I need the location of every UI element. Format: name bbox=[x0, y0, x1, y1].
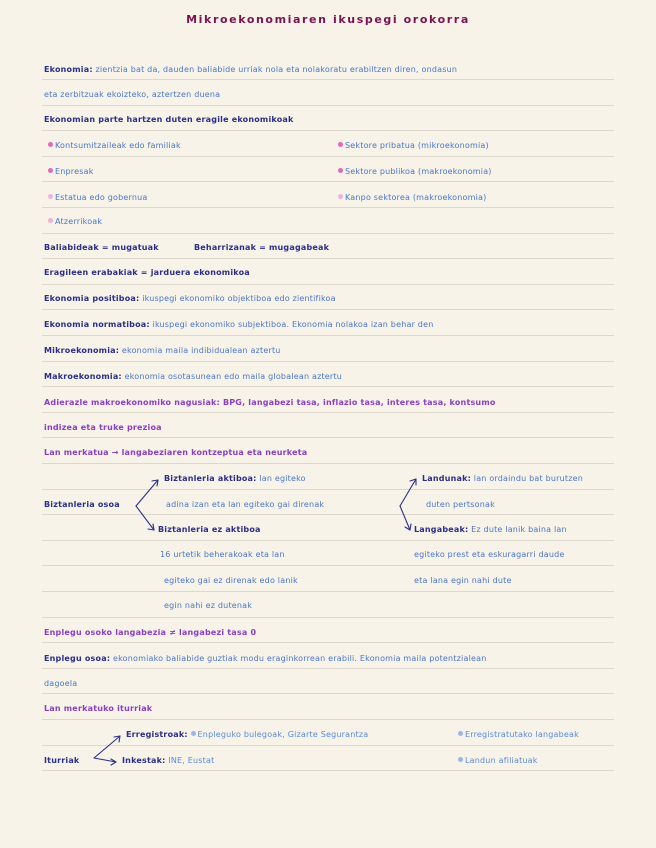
sector-item: Kanpo sektorea (makroekonomia) bbox=[338, 192, 486, 204]
agents-heading: Ekonomian parte hartzen duten eragile ekonomikoak bbox=[44, 115, 294, 124]
agent-item: Estatua edo gobernua bbox=[48, 192, 148, 204]
aktiboa-def: lan egiteko bbox=[259, 474, 306, 483]
adierazleak-line-2: indizea eta truke prezioa bbox=[44, 423, 162, 432]
inkestak-items: INE, Eustat bbox=[168, 756, 215, 765]
agent-item: Atzerrikoak bbox=[48, 216, 102, 228]
positiboa-def: ikuspegi ekonomiko objektiboa edo zientifikoa bbox=[142, 294, 336, 303]
mikro-def: ekonomia maila indibidualean aztertu bbox=[121, 346, 281, 355]
erregistroak-items: Enpleguko bulegoak, Gizarte Segurantza bbox=[197, 730, 369, 739]
arrow-to-erregistroak bbox=[94, 736, 120, 758]
iturri-right-item: Erregistratutako langabeak bbox=[458, 729, 579, 741]
enplegu-osoa-term: Enplegu osoa: bbox=[44, 654, 111, 663]
landunak-line-2: duten pertsonak bbox=[426, 500, 495, 509]
arrow-to-ez-aktiboa bbox=[136, 506, 154, 530]
ez-aktiboa-line-2: egiteko gai ez direnak edo lanik bbox=[164, 576, 298, 585]
aktiboa-line-2: adina izan eta lan egiteko gai direnak bbox=[166, 500, 325, 509]
makro-term: Makroekonomia: bbox=[44, 372, 122, 381]
biztanleria-osoa-label: Biztanleria osoa bbox=[44, 500, 120, 509]
langabeak-line-2: egiteko prest eta eskuragarri daude bbox=[414, 550, 565, 559]
aktiboa-head: Biztanleria aktiboa: bbox=[164, 474, 257, 483]
iturri-right-item: Landun afiliatuak bbox=[458, 755, 538, 767]
normatiboa-term: Ekonomia normatiboa: bbox=[44, 320, 150, 329]
landunak-head: Landunak: bbox=[422, 474, 472, 483]
baliabideak-line: Baliabideak = mugatuak bbox=[44, 243, 159, 252]
iturriak-label: Iturriak bbox=[44, 756, 80, 765]
enplegu-osoko-line: Enplegu osoko langabezia ≠ langabezi tasa 0 bbox=[44, 628, 257, 637]
langabeak-def: Ez dute lanik baina lan bbox=[471, 525, 567, 534]
sector-item: Sektore publikoa (makroekonomia) bbox=[338, 166, 492, 178]
positiboa-term: Ekonomia positiboa: bbox=[44, 294, 140, 303]
landunak-def: lan ordaindu bat burutzen bbox=[473, 474, 584, 483]
adierazleak-line-1: Adierazle makroekonomiko nagusiak: BPG, langabezi tasa, inflazio tasa, interes tasa, kontsumo bbox=[44, 398, 496, 407]
ez-aktiboa-line-3: egin nahi ez dutenak bbox=[164, 601, 253, 610]
normatiboa-def: ikuspegi ekonomiko subjektiboa. Ekonomia nolakoa izan behar den bbox=[152, 320, 434, 329]
lan-merkatua-line: Lan merkatua → langabeziaren kontzeptua eta neurketa bbox=[44, 448, 308, 457]
arrow-to-aktiboa bbox=[136, 480, 158, 506]
arrow-to-langabeak bbox=[400, 506, 410, 530]
makro-def: ekonomia osotasunean edo maila globalean aztertu bbox=[124, 372, 343, 381]
arrow-to-landunak bbox=[400, 479, 416, 506]
beharrizanak-line: Beharrizanak = mugagabeak bbox=[194, 243, 330, 252]
ekonomia-term: Ekonomia: bbox=[44, 65, 93, 74]
sector-item: Sektore pribatua (mikroekonomia) bbox=[338, 140, 489, 152]
agent-item: Enpresak bbox=[48, 166, 94, 178]
erregistroak-head: Erregistroak: bbox=[126, 730, 188, 739]
enplegu-osoa-def: ekonomiako baliabide guztiak modu eraginkorrean erabili. Ekonomia maila potentzialean bbox=[112, 654, 487, 663]
erabakiak-line: Eragileen erabakiak = jarduera ekonomikoa bbox=[44, 268, 250, 277]
iturriak-heading: Lan merkatuko iturriak bbox=[44, 704, 153, 713]
mikro-term: Mikroekonomia: bbox=[44, 346, 120, 355]
inkestak-head: Inkestak: bbox=[122, 756, 166, 765]
page-title: Mikroekonomiaren ikuspegi orokorra bbox=[186, 13, 470, 26]
langabeak-head: Langabeak: bbox=[414, 525, 469, 534]
agent-item: Kontsumitzaileak edo familiak bbox=[48, 140, 181, 152]
ez-aktiboa-head: Biztanleria ez aktiboa bbox=[158, 525, 261, 534]
enplegu-osoa-line-2: dagoela bbox=[44, 679, 78, 688]
ez-aktiboa-line-1: 16 urtetik beherakoak eta lan bbox=[160, 550, 285, 559]
ekonomia-line-2: eta zerbitzuak ekoizteko, aztertzen duena bbox=[44, 90, 221, 99]
ekonomia-definition: zientzia bat da, dauden baliabide urriak nola eta nolakoratu erabiltzen diren, ondasun bbox=[95, 65, 458, 74]
langabeak-line-3: eta lana egin nahi dute bbox=[414, 576, 512, 585]
